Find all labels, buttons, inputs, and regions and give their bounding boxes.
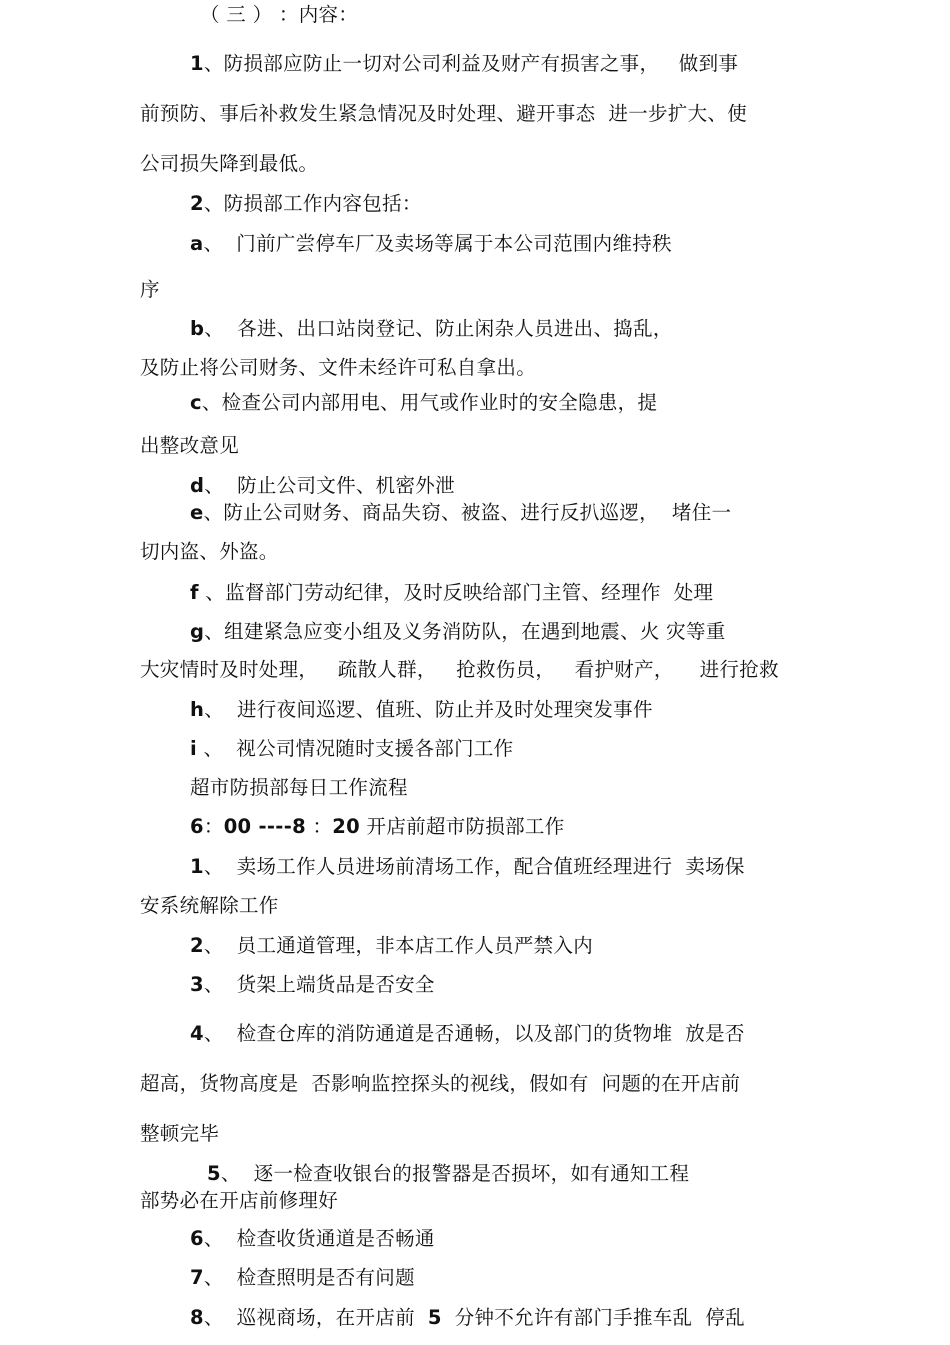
list-item-a-cont: 序 bbox=[140, 278, 160, 301]
step-text: 、 检查照明是否有问题 bbox=[203, 1266, 415, 1289]
list-item-h bbox=[190, 698, 653, 722]
list-item-i bbox=[190, 737, 513, 761]
item-text: 、 视公司情况随时支援各部门工作 bbox=[196, 737, 514, 760]
item-letter: d bbox=[190, 474, 205, 497]
list-item-c bbox=[190, 391, 657, 415]
step-text: 、 逐一检查收银台的报警器是否损坏，如有通知工程 bbox=[220, 1162, 690, 1185]
step-number: 4 bbox=[190, 1022, 204, 1045]
paragraph-2 bbox=[190, 192, 422, 216]
item-text: 、 进行夜间巡逻、值班、防止并及时处理突发事件 bbox=[204, 698, 653, 721]
item-text: 、检查公司内部用电、用气或作业时的安全隐患，提 bbox=[201, 391, 658, 414]
paragraph-1-line-1 bbox=[190, 52, 738, 76]
list-item-c-cont: 出整改意见 bbox=[140, 434, 240, 457]
flow-title: 超市防损部每日工作流程 bbox=[190, 776, 408, 799]
step-1 bbox=[190, 855, 745, 879]
list-item-f bbox=[190, 581, 713, 605]
item-text: 、组建紧急应变小组及义务消防队，在遇到地震、火 灾等重 bbox=[204, 620, 726, 643]
step-5 bbox=[207, 1162, 689, 1186]
step-number: 2 bbox=[190, 934, 204, 957]
time-range-heading bbox=[190, 815, 565, 839]
paragraph-number: 2 bbox=[190, 192, 204, 215]
minutes-number: 5 bbox=[427, 1306, 442, 1329]
paragraph-number: 1 bbox=[190, 52, 204, 75]
paragraph-text: 、防损部应防止一切对公司利益及财产有损害之事， 做到事 bbox=[203, 52, 739, 75]
step-text: 、 检查仓库的消防通道是否通畅，以及部门的货物堆 放是否 bbox=[203, 1022, 745, 1045]
step-7 bbox=[190, 1266, 415, 1290]
list-item-b-cont: 及防止将公司财务、文件未经许可私自拿出。 bbox=[140, 356, 537, 379]
item-text: 、防止公司财务、商品失窃、被盗、进行反扒巡逻， 堵住一 bbox=[203, 501, 732, 524]
paragraph-1-line-3: 公司损失降到最低。 bbox=[140, 152, 319, 175]
step-4-cont-1: 超高，货物高度是 否影响监控探头的视线，假如有 问题的在开店前 bbox=[140, 1072, 741, 1095]
step-number: 5 bbox=[207, 1162, 221, 1185]
item-letter: g bbox=[190, 620, 205, 643]
step-4 bbox=[190, 1022, 745, 1046]
item-text: 、 防止公司文件、机密外泄 bbox=[204, 474, 455, 497]
time-separator: ： bbox=[203, 815, 224, 838]
item-letter: e bbox=[190, 501, 204, 524]
list-item-a bbox=[190, 232, 672, 256]
item-letter: i bbox=[190, 737, 197, 760]
step-4-cont-2: 整顿完毕 bbox=[140, 1122, 220, 1145]
list-item-d bbox=[190, 474, 455, 498]
step-number: 3 bbox=[190, 973, 204, 996]
step-text: 、 巡视商场，在开店前 bbox=[203, 1306, 428, 1329]
step-number: 1 bbox=[190, 855, 204, 878]
time-end-minute: 20 bbox=[332, 815, 361, 838]
item-letter: f bbox=[190, 581, 199, 604]
item-text: 、 各进、出口站岗登记、防止闲杂人员进出、捣乱， bbox=[204, 317, 673, 340]
step-8 bbox=[190, 1306, 745, 1330]
step-1-cont: 安系统解除工作 bbox=[140, 894, 279, 917]
section-heading bbox=[200, 3, 358, 27]
time-range: 00 ----8 bbox=[223, 815, 306, 838]
time-separator: ： bbox=[305, 815, 333, 838]
list-item-b bbox=[190, 317, 673, 341]
paragraph-1-line-2: 前预防、事后补救发生紧急情况及时处理、避开事态 进一步扩大、使 bbox=[140, 102, 747, 125]
paragraph-text: 、防损部工作内容包括： bbox=[203, 192, 422, 215]
list-item-e bbox=[190, 501, 731, 525]
item-text: 、 门前广尝停车厂及卖场等属于本公司范围内维持秩 bbox=[203, 232, 672, 255]
list-item-e-cont: 切内盗、外盗。 bbox=[140, 540, 279, 563]
step-text: 、 卖场工作人员进场前清场工作，配合值班经理进行 卖场保 bbox=[203, 855, 745, 878]
step-3 bbox=[190, 973, 435, 997]
step-text: 、 员工通道管理，非本店工作人员严禁入内 bbox=[203, 934, 594, 957]
step-text: 、 检查收货通道是否畅通 bbox=[203, 1227, 435, 1250]
item-text: 、监督部门劳动纪律，及时反映给部门主管、经理作 处理 bbox=[198, 581, 714, 604]
time-description: 开店前超市防损部工作 bbox=[360, 815, 565, 838]
step-2 bbox=[190, 934, 593, 958]
step-number: 6 bbox=[190, 1227, 204, 1250]
list-item-g-cont: 大灾情时及时处理， 疏散人群， 抢救伤员， 看护财产， 进行抢救 bbox=[140, 658, 779, 681]
item-letter: h bbox=[190, 698, 205, 721]
step-5-cont: 部势必在开店前修理好 bbox=[140, 1189, 339, 1212]
item-letter: b bbox=[190, 317, 205, 340]
step-text: 、 货架上端货品是否安全 bbox=[203, 973, 435, 996]
step-number: 8 bbox=[190, 1306, 204, 1329]
item-letter: a bbox=[190, 232, 204, 255]
heading-text: ：内容： bbox=[272, 3, 359, 26]
time-start-hour: 6 bbox=[190, 815, 204, 838]
step-text-end: 分钟不允许有部门手推车乱 停乱 bbox=[441, 1306, 745, 1329]
step-6 bbox=[190, 1227, 435, 1251]
heading-number: （ 三 ） bbox=[200, 3, 273, 26]
step-number: 7 bbox=[190, 1266, 204, 1289]
list-item-g bbox=[190, 620, 726, 644]
item-letter: c bbox=[190, 391, 202, 414]
